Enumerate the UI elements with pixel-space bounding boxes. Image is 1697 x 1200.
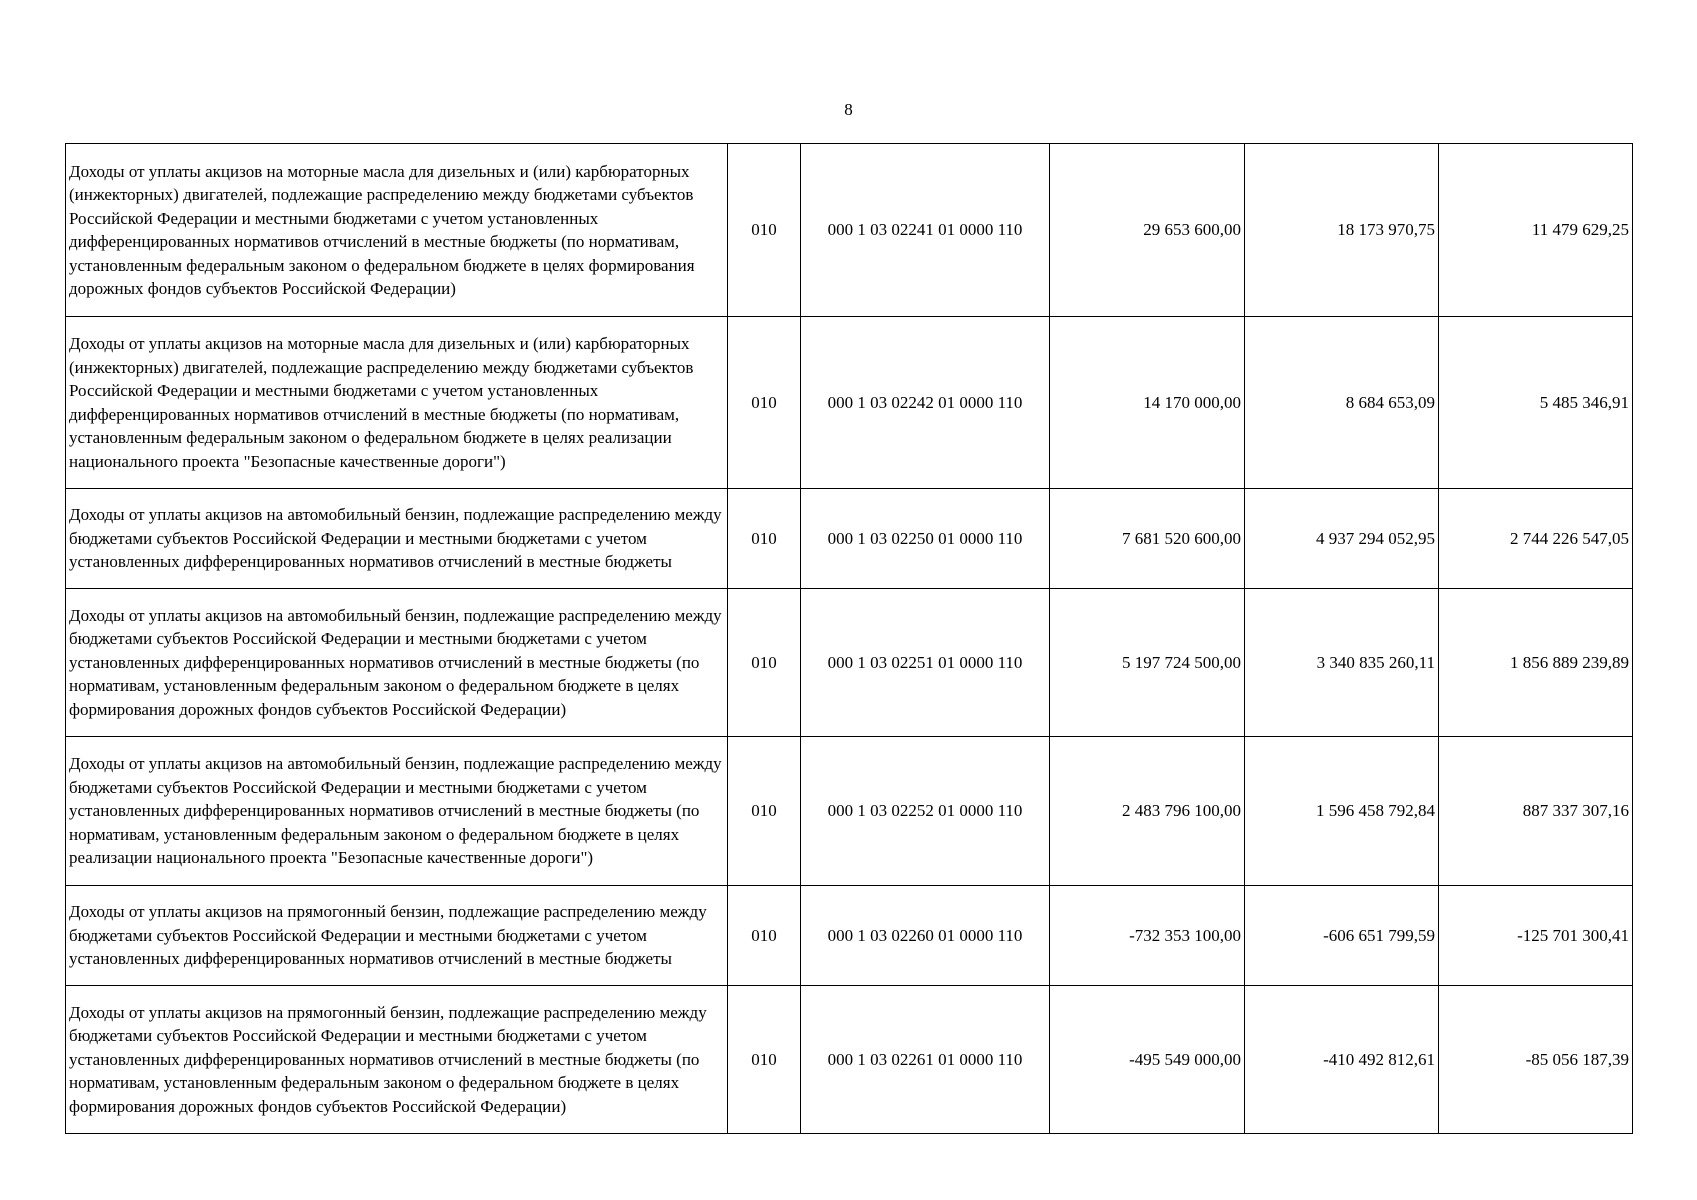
page-number: 8	[844, 100, 853, 119]
approved-amount-cell: -732 353 100,00	[1050, 886, 1245, 986]
revenue-name-cell: Доходы от уплаты акцизов на прямогонный бензин, подлежащие распределению между бюджетами субъектов Российской Федерации и местными бюджетами с учетом установленных дифференцированных нормативов отчислений в местные бюджеты (по нормативам, установленным федеральным законом о федеральном бюджете в целях формирования дорожных фондов субъектов Российской Федерации)	[66, 986, 728, 1134]
budget-classification-code-cell: 000 1 03 02242 01 0000 110	[801, 317, 1050, 489]
approved-amount-cell: -495 549 000,00	[1050, 986, 1245, 1134]
line-code-cell: 010	[728, 589, 801, 737]
approved-amount-cell: 2 483 796 100,00	[1050, 737, 1245, 886]
unexecuted-amount-cell: 887 337 307,16	[1439, 737, 1633, 886]
approved-amount-cell: 7 681 520 600,00	[1050, 489, 1245, 589]
line-code-cell: 010	[728, 986, 801, 1134]
unexecuted-amount-cell: 5 485 346,91	[1439, 317, 1633, 489]
table-row	[66, 144, 1633, 317]
line-code-cell: 010	[728, 489, 801, 589]
budget-classification-code-cell: 000 1 03 02261 01 0000 110	[801, 986, 1050, 1134]
executed-amount-cell: 3 340 835 260,11	[1245, 589, 1439, 737]
revenue-name-cell: Доходы от уплаты акцизов на прямогонный бензин, подлежащие распределению между бюджетами субъектов Российской Федерации и местными бюджетами с учетом установленных дифференцированных нормативов отчислений в местные бюджеты	[66, 886, 728, 986]
budget-classification-code-cell: 000 1 03 02250 01 0000 110	[801, 489, 1050, 589]
executed-amount-cell: 1 596 458 792,84	[1245, 737, 1439, 886]
executed-amount-cell: -410 492 812,61	[1245, 986, 1439, 1134]
table-row	[66, 489, 1633, 589]
revenue-name-cell: Доходы от уплаты акцизов на моторные масла для дизельных и (или) карбюраторных (инжекторных) двигателей, подлежащие распределению между бюджетами субъектов Российской Федерации и местными бюджетами с учетом установленных дифференцированных нормативов отчислений в местные бюджеты (по нормативам, установленным федеральным законом о федеральном бюджете в целях формирования дорожных фондов субъектов Российской Федерации)	[66, 144, 728, 317]
budget-classification-code-cell: 000 1 03 02252 01 0000 110	[801, 737, 1050, 886]
table-row	[66, 886, 1633, 986]
table-row	[66, 986, 1633, 1134]
approved-amount-cell: 5 197 724 500,00	[1050, 589, 1245, 737]
unexecuted-amount-cell: 2 744 226 547,05	[1439, 489, 1633, 589]
table-row	[66, 589, 1633, 737]
line-code-cell: 010	[728, 737, 801, 886]
executed-amount-cell: 18 173 970,75	[1245, 144, 1439, 317]
unexecuted-amount-cell: -85 056 187,39	[1439, 986, 1633, 1134]
revenue-name-cell: Доходы от уплаты акцизов на автомобильный бензин, подлежащие распределению между бюджетами субъектов Российской Федерации и местными бюджетами с учетом установленных дифференцированных нормативов отчислений в местные бюджеты (по нормативам, установленным федеральным законом о федеральном бюджете в целях формирования дорожных фондов субъектов Российской Федерации)	[66, 589, 728, 737]
budget-classification-code-cell: 000 1 03 02241 01 0000 110	[801, 144, 1050, 317]
unexecuted-amount-cell: -125 701 300,41	[1439, 886, 1633, 986]
executed-amount-cell: 4 937 294 052,95	[1245, 489, 1439, 589]
executed-amount-cell: 8 684 653,09	[1245, 317, 1439, 489]
budget-classification-code-cell: 000 1 03 02260 01 0000 110	[801, 886, 1050, 986]
unexecuted-amount-cell: 11 479 629,25	[1439, 144, 1633, 317]
budget-classification-code-cell: 000 1 03 02251 01 0000 110	[801, 589, 1050, 737]
table-row	[66, 737, 1633, 886]
unexecuted-amount-cell: 1 856 889 239,89	[1439, 589, 1633, 737]
executed-amount-cell: -606 651 799,59	[1245, 886, 1439, 986]
table-row	[66, 317, 1633, 489]
line-code-cell: 010	[728, 317, 801, 489]
line-code-cell: 010	[728, 144, 801, 317]
revenue-name-cell: Доходы от уплаты акцизов на автомобильный бензин, подлежащие распределению между бюджетами субъектов Российской Федерации и местными бюджетами с учетом установленных дифференцированных нормативов отчислений в местные бюджеты	[66, 489, 728, 589]
revenue-name-cell: Доходы от уплаты акцизов на автомобильный бензин, подлежащие распределению между бюджетами субъектов Российской Федерации и местными бюджетами с учетом установленных дифференцированных нормативов отчислений в местные бюджеты (по нормативам, установленным федеральным законом о федеральном бюджете в целях реализации национального проекта "Безопасные качественные дороги")	[66, 737, 728, 886]
line-code-cell: 010	[728, 886, 801, 986]
approved-amount-cell: 14 170 000,00	[1050, 317, 1245, 489]
revenue-table	[65, 143, 1633, 1134]
revenue-name-cell: Доходы от уплаты акцизов на моторные масла для дизельных и (или) карбюраторных (инжекторных) двигателей, подлежащие распределению между бюджетами субъектов Российской Федерации и местными бюджетами с учетом установленных дифференцированных нормативов отчислений в местные бюджеты (по нормативам, установленным федеральным законом о федеральном бюджете в целях реализации национального проекта "Безопасные качественные дороги")	[66, 317, 728, 489]
approved-amount-cell: 29 653 600,00	[1050, 144, 1245, 317]
